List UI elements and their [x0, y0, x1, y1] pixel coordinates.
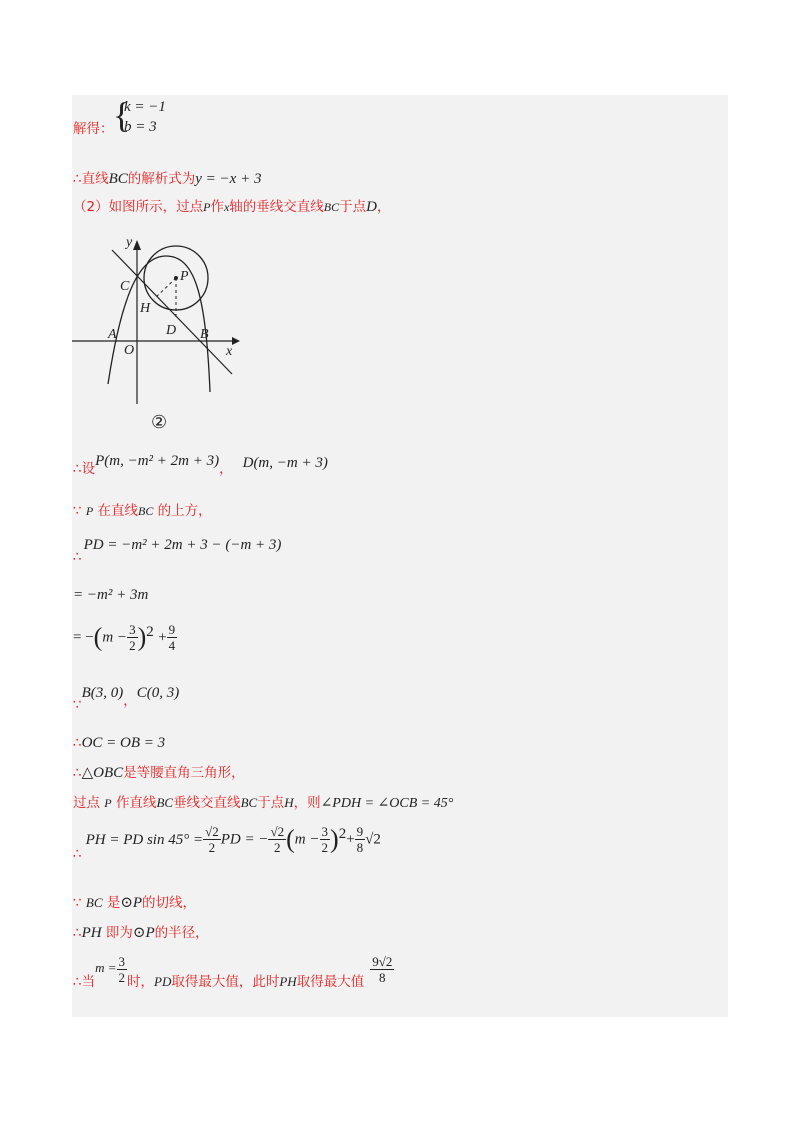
label-y: y — [126, 235, 133, 250]
geometry-figure — [70, 232, 250, 412]
y-axis-arrow-icon — [133, 240, 141, 250]
x-axis-arrow-icon — [232, 337, 240, 345]
line-ph: ∴PH = PD sin 45° = $\frac{√2}{2}$ PD = − $\frac{√2}{2}$ (m − $\frac{3}{2}$ )$^2$+ $\frac{9}{8}$ √2 — [73, 824, 381, 862]
label-d: D — [166, 323, 177, 338]
line-tangent: ∵ BC 是⊙P的切线， — [73, 895, 197, 911]
label-a: A — [108, 327, 117, 342]
point-p — [174, 276, 178, 280]
parabola — [108, 256, 210, 392]
line-part2: （2）如图所示，过点P作x轴的垂线交直线BC于点D， — [73, 199, 391, 215]
eq-k: k = −1 — [124, 99, 166, 115]
line-pd-vertex-form: = −(m − $\frac{3}{2}$ )$^2$ + $\frac{9}{4}$ — [73, 622, 176, 653]
line-pd-simplified: = −m² + 3m — [73, 587, 149, 603]
line-isosceles: ∴△OBC是等腰直角三角形， — [73, 765, 245, 781]
label-h: H — [140, 301, 151, 316]
line-perpendicular: 过点 P 作直线BC垂线交直线BC于点H，则∠PDH = ∠OCB = 45° — [73, 795, 454, 811]
eq-b: b = 3 — [124, 119, 157, 135]
line-radius: ∴PH 即为⊙P的半径， — [73, 925, 209, 941]
line-p-above: ∵ P 在直线BC 的上方， — [73, 503, 212, 519]
label-solve: 解得： — [73, 121, 114, 137]
line-maximum: ∴当m = $\frac{3}{2}$ 时，PD取得最大值，此时PH取得最大值 $\frac{9√2}{8}$ — [73, 954, 393, 990]
line-pd: ∴PD = −m² + 2m + 3 − (−m + 3) — [73, 537, 282, 565]
line-bc-expression: ∴直线BC的解析式为y = −x + 3 — [73, 171, 262, 187]
line-oc-ob: ∴OC = OB = 3 — [73, 735, 166, 751]
label-p: P — [180, 269, 189, 284]
label-c: C — [120, 279, 130, 294]
segment-ph — [154, 278, 176, 299]
line-points-bc: ∵B(3, 0)，C(0, 3) — [73, 685, 180, 713]
label-x: x — [226, 344, 233, 359]
label-b: B — [200, 327, 209, 342]
line-set-points: ∴设P(m, −m² + 2m + 3)， D(m, −m + 3) — [73, 453, 328, 477]
brace: { — [113, 95, 131, 135]
figure-caption: ② — [151, 412, 168, 433]
label-o: O — [124, 343, 135, 358]
